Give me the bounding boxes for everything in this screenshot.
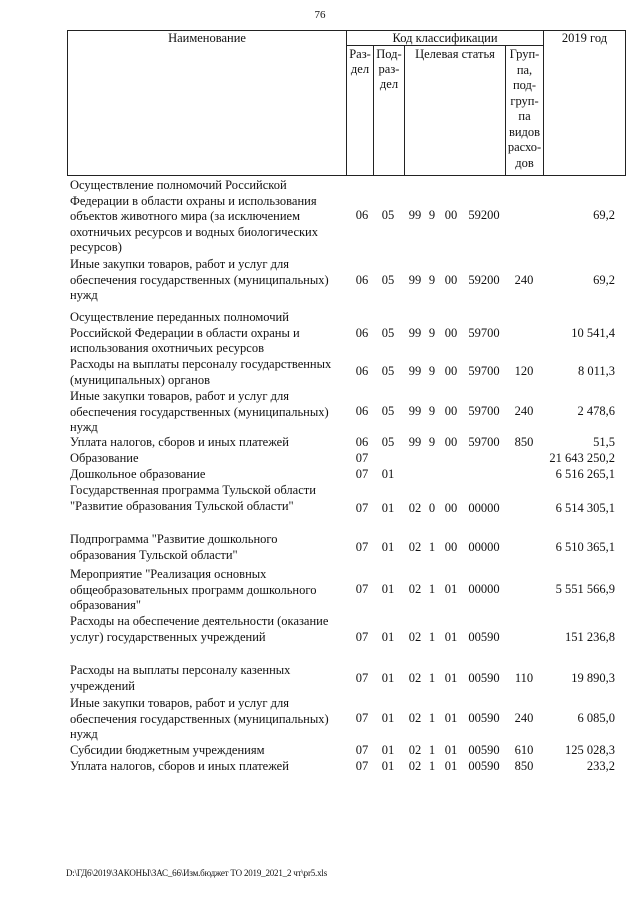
podrazdel-code: 05 — [381, 208, 395, 222]
razdel-code: 07 — [355, 501, 369, 515]
row-name-line: Осуществление переданных полномочий — [70, 310, 289, 324]
target-part-2: 0 — [428, 501, 436, 515]
target-part-1: 02 — [408, 582, 422, 596]
row-name-line: Осуществление полномочий Российской — [70, 178, 287, 192]
target-part-4: 59700 — [468, 435, 500, 449]
row-name-line: объектов животного мира (за исключением — [70, 209, 300, 223]
target-part-3: 00 — [444, 208, 458, 222]
target-part-2: 1 — [428, 582, 436, 596]
amount-2019: 6 085,0 — [577, 711, 615, 725]
amount-2019: 19 890,3 — [571, 671, 615, 685]
target-part-1: 02 — [408, 501, 422, 515]
row-name-line: нужд — [70, 420, 98, 434]
row-name — [70, 532, 345, 563]
header-code-label: Код классификации — [392, 31, 498, 45]
target-part-1: 02 — [408, 630, 422, 644]
podrazdel-code: 01 — [381, 582, 395, 596]
row-name-line: Российской Федерации в области охраны и — [70, 325, 300, 340]
podrazdel-code: 01 — [381, 540, 395, 554]
target-part-1: 99 — [408, 404, 422, 418]
row-name-line: Расходы на выплаты персоналу государственных — [70, 357, 332, 371]
row-name — [70, 389, 345, 436]
razdel-code: 07 — [355, 540, 369, 554]
podrazdel-code: 05 — [381, 435, 395, 449]
row-name-line: нужд — [70, 288, 98, 302]
target-part-1: 99 — [408, 435, 422, 449]
group-code: 240 — [514, 711, 534, 725]
podrazdel-code: 05 — [381, 326, 395, 340]
row-name — [70, 567, 345, 614]
target-part-3: 01 — [444, 711, 458, 725]
target-part-1: 99 — [408, 273, 422, 287]
amount-2019: 125 028,3 — [565, 743, 615, 757]
target-part-3: 01 — [444, 671, 458, 685]
target-part-4: 00590 — [468, 711, 500, 725]
row-name-line: Образование — [70, 451, 139, 465]
row-name — [70, 178, 345, 256]
target-part-3: 00 — [444, 404, 458, 418]
razdel-code: 07 — [355, 743, 369, 757]
target-part-1: 99 — [408, 364, 422, 378]
row-name — [70, 759, 345, 775]
header-group-label: Груп- па, под- груп- па видов расхо- дов — [507, 47, 542, 170]
amount-2019: 151 236,8 — [565, 630, 615, 644]
group-code: 850 — [514, 435, 534, 449]
target-part-2: 9 — [428, 208, 436, 222]
podrazdel-code: 05 — [381, 273, 395, 287]
row-name-line: учреждений — [70, 678, 135, 693]
amount-2019: 51,5 — [593, 435, 615, 449]
target-part-1: 02 — [408, 759, 422, 773]
target-part-4: 59700 — [468, 326, 500, 340]
row-name-line: услуг) государственных учреждений — [70, 629, 266, 644]
row-name — [70, 743, 345, 759]
podrazdel-code: 01 — [381, 743, 395, 757]
target-part-2: 9 — [428, 273, 436, 287]
amount-2019: 6 514 305,1 — [555, 501, 615, 515]
header-target-cell — [404, 45, 506, 176]
target-part-1: 02 — [408, 671, 422, 685]
amount-2019: 10 541,4 — [571, 326, 615, 340]
row-name-line: Субсидии бюджетным учреждениям — [70, 743, 265, 757]
header-podrazdel-label: Под- раз- дел — [376, 47, 402, 91]
target-part-4: 00590 — [468, 759, 500, 773]
row-name-line: Дошкольное образование — [70, 467, 206, 481]
row-name-line: нужд — [70, 727, 98, 741]
target-part-4: 59200 — [468, 273, 500, 287]
razdel-code: 07 — [355, 451, 369, 465]
target-part-4: 59700 — [468, 364, 500, 378]
podrazdel-code: 05 — [381, 364, 395, 378]
row-name — [70, 696, 345, 743]
amount-2019: 2 478,6 — [577, 404, 615, 418]
target-part-2: 9 — [428, 404, 436, 418]
target-part-2: 1 — [428, 759, 436, 773]
razdel-code: 07 — [355, 467, 369, 481]
podrazdel-code: 01 — [381, 711, 395, 725]
amount-2019: 6 516 265,1 — [555, 467, 615, 481]
row-name — [70, 614, 345, 645]
target-part-3: 01 — [444, 582, 458, 596]
group-code: 240 — [514, 273, 534, 287]
razdel-code: 06 — [355, 435, 369, 449]
header-name-cell — [67, 30, 347, 176]
target-part-3: 00 — [444, 364, 458, 378]
razdel-code: 07 — [355, 582, 369, 596]
target-part-3: 01 — [444, 759, 458, 773]
row-name-line: Мероприятие "Реализация основных — [70, 567, 267, 581]
header-razdel-label: Раз- дел — [349, 47, 371, 76]
group-code: 610 — [514, 743, 534, 757]
row-name-line: Подпрограмма "Развитие дошкольного — [70, 532, 278, 546]
podrazdel-code: 05 — [381, 404, 395, 418]
row-name — [70, 663, 345, 694]
group-code: 240 — [514, 404, 534, 418]
row-name-line: Уплата налогов, сборов и иных платежей — [70, 435, 289, 449]
target-part-2: 1 — [428, 743, 436, 757]
amount-2019: 69,2 — [593, 273, 615, 287]
row-name-line: Иные закупки товаров, работ и услуг для — [70, 389, 290, 403]
razdel-code: 06 — [355, 404, 369, 418]
row-name-line: образования" — [70, 598, 142, 612]
podrazdel-code: 01 — [381, 671, 395, 685]
target-part-4: 59700 — [468, 404, 500, 418]
target-part-2: 1 — [428, 671, 436, 685]
row-name — [70, 451, 345, 467]
target-part-4: 00000 — [468, 582, 500, 596]
row-name-line: образования Тульской области" — [70, 547, 238, 562]
row-name-line: "Развитие образования Тульской области" — [70, 498, 294, 513]
razdel-code: 07 — [355, 711, 369, 725]
header-year-cell — [543, 30, 626, 176]
target-part-4: 00590 — [468, 743, 500, 757]
row-name — [70, 257, 345, 304]
target-part-2: 9 — [428, 326, 436, 340]
podrazdel-code: 01 — [381, 501, 395, 515]
razdel-code: 07 — [355, 759, 369, 773]
target-part-3: 00 — [444, 435, 458, 449]
target-part-1: 99 — [408, 208, 422, 222]
target-part-2: 1 — [428, 540, 436, 554]
target-part-4: 00000 — [468, 540, 500, 554]
header-name-label: Наименование — [168, 31, 246, 45]
podrazdel-code: 01 — [381, 467, 395, 481]
row-name-line: общеобразовательных программ дошкольного — [70, 582, 317, 597]
row-name-line: охотничьих ресурсов и водных биологических — [70, 224, 318, 239]
razdel-code: 06 — [355, 364, 369, 378]
target-part-1: 02 — [408, 711, 422, 725]
target-part-4: 00590 — [468, 630, 500, 644]
razdel-code: 06 — [355, 208, 369, 222]
target-part-1: 02 — [408, 743, 422, 757]
target-part-3: 00 — [444, 326, 458, 340]
target-part-2: 9 — [428, 364, 436, 378]
target-part-2: 1 — [428, 711, 436, 725]
target-part-3: 01 — [444, 630, 458, 644]
row-name-line: Расходы на обеспечение деятельности (оказание — [70, 614, 329, 628]
razdel-code: 07 — [355, 630, 369, 644]
row-name-line: обеспечения государственных (муниципальных) — [70, 711, 329, 726]
row-name-line: Государственная программа Тульской области — [70, 483, 316, 497]
row-name-line: обеспечения государственных (муниципальных) — [70, 272, 329, 287]
razdel-code: 06 — [355, 273, 369, 287]
group-code: 110 — [514, 671, 534, 685]
target-part-1: 02 — [408, 540, 422, 554]
amount-2019: 8 011,3 — [577, 364, 615, 378]
row-name-line: ресурсов) — [70, 240, 122, 254]
row-name-line: Иные закупки товаров, работ и услуг для — [70, 696, 290, 710]
header-year-label: 2019 год — [561, 31, 608, 45]
row-name — [70, 435, 345, 451]
target-part-4: 59200 — [468, 208, 500, 222]
row-name — [70, 467, 345, 483]
target-part-1: 99 — [408, 326, 422, 340]
podrazdel-code: 01 — [381, 759, 395, 773]
razdel-code: 07 — [355, 671, 369, 685]
podrazdel-code: 01 — [381, 630, 395, 644]
target-part-3: 00 — [444, 540, 458, 554]
row-name-line: Федерации в области охраны и использования — [70, 193, 317, 208]
target-part-2: 1 — [428, 630, 436, 644]
amount-2019: 6 510 365,1 — [555, 540, 615, 554]
amount-2019: 69,2 — [593, 208, 615, 222]
amount-2019: 21 643 250,2 — [549, 451, 615, 465]
row-name-line: использования охотничьих ресурсов — [70, 341, 264, 355]
row-name-line: (муниципальных) органов — [70, 372, 211, 387]
group-code: 850 — [514, 759, 534, 773]
row-name-line: обеспечения государственных (муниципальных) — [70, 404, 329, 419]
page-number: 76 — [314, 9, 326, 21]
row-name — [70, 483, 345, 514]
row-name — [70, 357, 345, 388]
row-name-line: Иные закупки товаров, работ и услуг для — [70, 257, 290, 271]
amount-2019: 5 551 566,9 — [555, 582, 615, 596]
target-part-3: 00 — [444, 273, 458, 287]
target-part-3: 00 — [444, 501, 458, 515]
header-target-label: Целевая статья — [415, 47, 495, 61]
target-part-4: 00590 — [468, 671, 500, 685]
group-code: 120 — [514, 364, 534, 378]
razdel-code: 06 — [355, 326, 369, 340]
target-part-3: 01 — [444, 743, 458, 757]
target-part-4: 00000 — [468, 501, 500, 515]
target-part-2: 9 — [428, 435, 436, 449]
amount-2019: 233,2 — [586, 759, 615, 773]
file-path-footer: D:\ГД6\2019\ЗАКОНЫ\ЗАС_66\Изм.бюджет ТО 2019_2021_2 чт\pr5.xls — [66, 868, 328, 878]
row-name-line: Расходы на выплаты персоналу казенных — [70, 663, 291, 677]
row-name — [70, 310, 345, 357]
row-name-line: Уплата налогов, сборов и иных платежей — [70, 759, 289, 773]
